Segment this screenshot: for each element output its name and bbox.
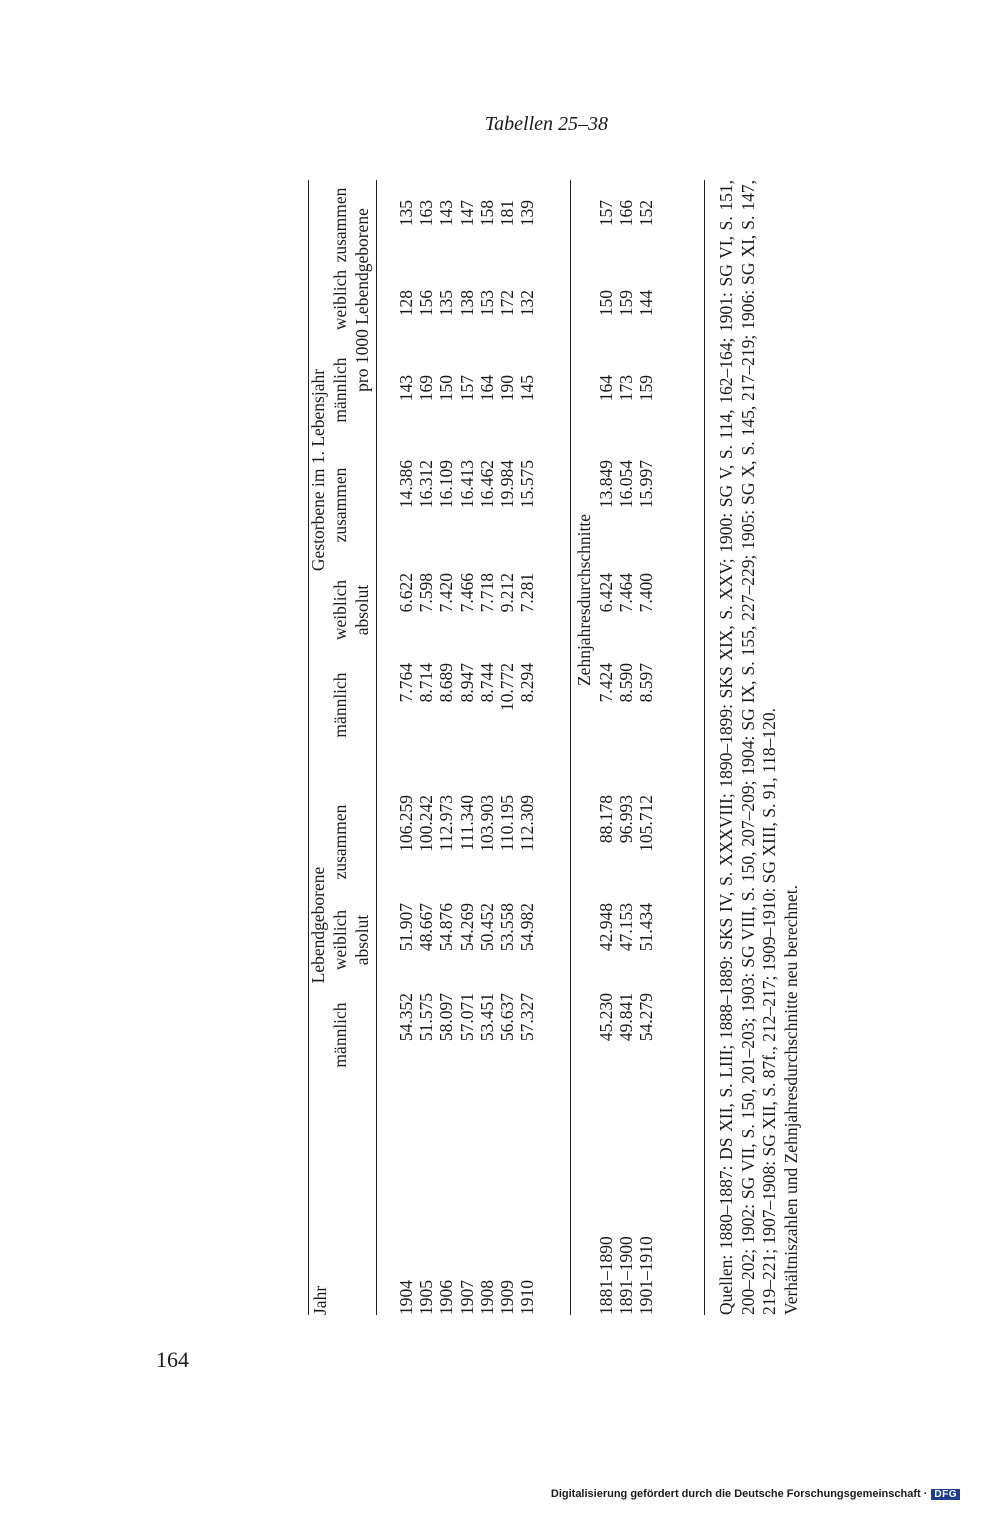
- table-row-cell: 54.982: [517, 903, 538, 952]
- table-row-cell: 1909: [497, 1280, 517, 1315]
- average-row-cell: 54.279: [636, 993, 657, 1042]
- table-row-cell: 181: [497, 200, 517, 227]
- section-label-zehnjahresdurchschnitte: Zehnjahresdurchschnitte: [574, 513, 594, 687]
- table-row-cell: 15.575: [517, 460, 538, 509]
- average-row-cell: 144: [636, 290, 657, 317]
- table-row-cell: 14.386: [396, 460, 416, 509]
- table-row-cell: 143: [396, 375, 416, 402]
- table-row-cell: 132: [517, 290, 538, 317]
- table-row-cell: 54.352: [396, 993, 416, 1042]
- header-lebend-absolut: absolut: [352, 914, 372, 966]
- average-row-cell: 159: [636, 375, 657, 402]
- header-gest-maennlich: männlich: [330, 672, 350, 738]
- header-gest-zusammen: zusammen: [330, 467, 350, 543]
- average-row-cell: 7.400: [636, 573, 657, 613]
- table-row-cell: 57.327: [517, 993, 538, 1042]
- header-rate-pro1000: pro 1000 Lebendgeborene: [352, 208, 372, 392]
- footer: [551, 1488, 960, 1500]
- table-row-cell: 143: [436, 200, 457, 227]
- table-row-cell: 100.242: [416, 795, 437, 852]
- table-row-cell: 7.466: [456, 573, 477, 613]
- header-gest-absolut: absolut: [352, 584, 372, 636]
- table-middle-rule: [570, 180, 571, 1315]
- table-row-cell: 8.744: [476, 663, 497, 703]
- sources: Quellen: 1880–1887: DS XII, S. LIII; 1888–1889: SKS IV, S. XXXVIII; 1890–1899: SKS XIX, S. XXV; 1900: SG V, S. 114, 162–164; 1901: SG VI, S. 151, 200–202; 1902: SG VII, S. 150, 201–203; 1903: SG VIII, S. 150, 207–209; 1904: SG IX, S. 155, 227–229; 1905: SG X, S. 145, 217–219; 1906: SG XI, S. 147, 219–221; 1907–1908: SG XII, S. 87f., 212–217; 1909–1910: SG XIII, S. 91, 118–120.: [716, 180, 779, 1315]
- table-row-cell: 110.195: [497, 795, 517, 852]
- table-row-cell: 135: [396, 200, 416, 227]
- table-row-cell: 1905: [416, 1280, 437, 1315]
- average-row-cell: 51.434: [636, 903, 657, 952]
- table-row-cell: 106.259: [396, 795, 416, 852]
- table-row-cell: 147: [456, 200, 477, 227]
- average-row-cell: 173: [616, 375, 637, 402]
- average-row-cell: 49.841: [616, 993, 637, 1042]
- average-row-cell: 152: [636, 200, 657, 227]
- table-header-rule: [376, 180, 377, 1315]
- average-row-cell: 1901–1910: [636, 1236, 657, 1315]
- table-row-cell: 7.281: [517, 573, 538, 613]
- table-row-cell: 8.714: [416, 663, 437, 703]
- average-row-cell: 7.464: [616, 573, 637, 613]
- table-row-cell: 103.903: [476, 795, 497, 852]
- average-row-cell: 96.993: [616, 795, 637, 844]
- table-row-cell: 112.973: [436, 795, 457, 852]
- average-row-cell: 6.424: [596, 573, 616, 613]
- table-row-cell: 7.420: [436, 573, 457, 613]
- dfg-logo: DFG: [931, 1489, 960, 1500]
- note: Verhältniszahlen und Zehnjahresdurchschnitte neu berechnet.: [780, 884, 801, 1315]
- table-row-cell: 153: [476, 290, 497, 317]
- header-rate-weiblich: weiblich: [330, 269, 350, 331]
- header-gest-weiblich: weiblich: [330, 579, 350, 641]
- table-row-cell: 157: [456, 375, 477, 402]
- average-row-cell: 47.153: [616, 903, 637, 952]
- page-number: 164: [156, 1347, 189, 1372]
- table-row-cell: 48.667: [416, 903, 437, 952]
- table-row-cell: 164: [476, 375, 497, 402]
- table-row-cell: 19.984: [497, 460, 517, 509]
- header-rate-zusammen: zusammen: [330, 187, 350, 263]
- running-head: Tabellen 25–38: [484, 113, 608, 135]
- table-row-cell: 58.097: [436, 993, 457, 1042]
- table-row-cell: 112.309: [517, 795, 538, 852]
- table-row-cell: 16.462: [476, 460, 497, 509]
- table-row-cell: 128: [396, 290, 416, 317]
- table-row-cell: 156: [416, 290, 437, 317]
- table-row-cell: 16.413: [456, 460, 477, 509]
- table-row-cell: 169: [416, 375, 437, 402]
- table-row-cell: 1908: [476, 1280, 497, 1315]
- table-row-cell: 138: [456, 290, 477, 317]
- table-row-cell: 172: [497, 290, 517, 317]
- table-row-cell: 1907: [456, 1280, 477, 1315]
- table-row-cell: 51.907: [396, 903, 416, 952]
- header-jahr: Jahr: [310, 1285, 330, 1315]
- table-row-cell: 145: [517, 375, 538, 402]
- table-row-cell: 163: [416, 200, 437, 227]
- average-row-cell: 42.948: [596, 903, 616, 952]
- average-row-cell: 13.849: [596, 460, 616, 509]
- header-rate-maennlich: männlich: [330, 357, 350, 423]
- table-row-cell: 7.598: [416, 573, 437, 613]
- table-row-cell: 7.718: [476, 573, 497, 613]
- table-row-cell: 150: [436, 375, 457, 402]
- rotated-table-block: [308, 180, 820, 1315]
- table-row-cell: 54.876: [436, 903, 457, 952]
- average-row-cell: 45.230: [596, 993, 616, 1042]
- table-row-cell: 16.109: [436, 460, 457, 509]
- table-row-cell: 1904: [396, 1280, 416, 1315]
- table-row-cell: 54.269: [456, 903, 477, 952]
- header-lebend-weiblich: weiblich: [330, 909, 350, 971]
- table-row-cell: 8.294: [517, 663, 538, 703]
- header-group-gestorbene: Gestorbene im 1. Lebensjahr: [308, 368, 328, 572]
- table-row-cell: 6.622: [396, 573, 416, 613]
- table-row-cell: 7.764: [396, 663, 416, 703]
- table-row-cell: 57.071: [456, 993, 477, 1042]
- table-row-cell: 9.212: [497, 573, 517, 613]
- table-row-cell: 10.772: [497, 663, 517, 712]
- average-row-cell: 105.712: [636, 795, 657, 852]
- average-row-cell: 1891–1900: [616, 1236, 637, 1315]
- table-row-cell: 8.689: [436, 663, 457, 703]
- average-row-cell: 15.997: [636, 460, 657, 509]
- table-row-cell: 8.947: [456, 663, 477, 703]
- footer-text: Digitalisierung gefördert durch die Deutsche Forschungsgemeinschaft ·: [550, 1488, 928, 1500]
- header-group-lebendgeborene: Lebendgeborene: [308, 866, 328, 984]
- average-row-cell: 150: [596, 290, 616, 317]
- table-row-cell: 158: [476, 200, 497, 227]
- header-lebend-maennlich: männlich: [330, 1002, 350, 1068]
- average-row-cell: 7.424: [596, 663, 616, 703]
- header-lebend-zusammen: zusammen: [330, 804, 350, 880]
- average-row-cell: 8.597: [636, 663, 657, 703]
- average-row-cell: 8.590: [616, 663, 637, 703]
- table-row-cell: 50.452: [476, 903, 497, 952]
- table-row-cell: 190: [497, 375, 517, 402]
- sources-text: [716, 180, 802, 1315]
- average-row-cell: 88.178: [596, 795, 616, 844]
- table-row-cell: 53.451: [476, 993, 497, 1042]
- average-row-cell: 1881–1890: [596, 1236, 616, 1315]
- table-row-cell: 135: [436, 290, 457, 317]
- table-row-cell: 1910: [517, 1280, 538, 1315]
- average-row-cell: 157: [596, 200, 616, 227]
- table-row-cell: 53.558: [497, 903, 517, 952]
- table-row-cell: 139: [517, 200, 538, 227]
- average-row-cell: 16.054: [616, 460, 637, 509]
- table-bottom-rule: [704, 180, 705, 1315]
- table-row-cell: 1906: [436, 1280, 457, 1315]
- table-row-cell: 56.637: [497, 993, 517, 1042]
- table-row-cell: 111.340: [456, 795, 477, 851]
- average-row-cell: 164: [596, 375, 616, 402]
- average-row-cell: 166: [616, 200, 637, 227]
- table-row-cell: 16.312: [416, 460, 437, 509]
- table-row-cell: 51.575: [416, 993, 437, 1042]
- average-row-cell: 159: [616, 290, 637, 317]
